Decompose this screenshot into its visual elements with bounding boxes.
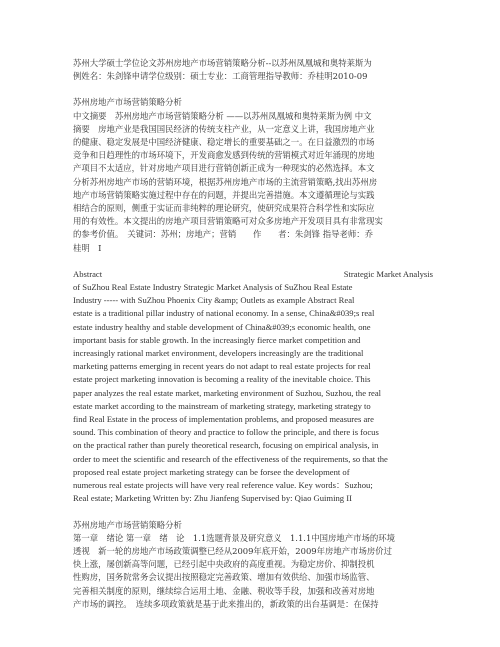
body-line: 第一章 绪论 第一章 绪 论 1.1选题背景及研究意义 1.1.1中国房地产市场的环境: [73, 532, 396, 543]
body-line: 透视 新一轮的房地产市场政策调整已经从2009年底开始，2009年房地产市场房价过: [73, 545, 392, 556]
body-line: marketing patterns emerging in recent years do not adapt to real estate projects for real: [73, 361, 371, 372]
body-line: on the practical rather than purely theoretical research, focusing on empirical analysis, in: [73, 440, 379, 451]
body-line: 相结合的原则，侧重于实证而非纯粹的理论研究，使研究成果符合科学性和实际应: [73, 203, 375, 214]
body-line: 的健康、稳定发展是中国经济健康、稳定增长的重要基础之一。在日益激烈的市场: [73, 137, 375, 148]
body-line: 快上涨，屡创新高等问题，已经引起中央政府的高度重视。为稳定房价、抑制投机: [73, 559, 375, 570]
abstract-label: Abstract: [73, 268, 103, 279]
body-line: 地产市场营销策略实施过程中存在的问题，并提出完善措施。本文遵循理论与实践: [73, 189, 375, 200]
chapter-one: [73, 519, 433, 611]
english-abstract: [73, 268, 433, 506]
abstract-heading: [73, 268, 433, 281]
chinese-abstract: [73, 96, 433, 254]
document-body: [73, 57, 433, 611]
body-line: 产项目不太适应，针对房地产项目进行营销创新正成为一种现实的必然选择。本文: [73, 163, 375, 174]
body-line: 中文摘要 苏州房地产市场营销策略分析 ——以苏州凤凰城和奥特莱斯为例 中文: [73, 110, 372, 121]
body-line: estate industry healthy and stable development of China&#039;s economic health, one: [73, 321, 371, 332]
body-line: 用的有效性。本文提出的房地产项目营销策略可对众多房地产开发项目具有非常现实: [73, 216, 383, 227]
body-line: Industry ----- with SuZhou Phoenix City &amp; Outlets as example Abstract Real: [73, 295, 355, 306]
body-line: 的参考价值。 关键词：苏州；房地产；营销 作 者：朱剑锋 指导老师：乔: [73, 229, 373, 240]
section-title: 苏州房地产市场营销策略分析: [73, 97, 182, 108]
body-line: estate is a traditional pillar industry of national economy. In a sense, China&#039;s real: [73, 308, 375, 319]
section-title: 苏州房地产市场营销策略分析: [73, 519, 182, 530]
body-line: 完善相关制度的原则，继续综合运用土地、金融、税收等手段，加强和改善对房地: [73, 585, 375, 596]
header-line: 苏州大学硕士学位论文苏州房地产市场营销策略分析--以苏州凤凰城和奥特莱斯为: [73, 58, 372, 68]
header-block: [73, 57, 433, 83]
body-line: find Real Estate in the process of implementation problems, and proposed measures are: [73, 414, 374, 425]
body-line: estate project marketing innovation is becoming a reality of the inevitable choice. This: [73, 374, 371, 385]
body-line: 分析苏州房地产市场的营销环境，根据苏州房地产市场的主流营销策略,找出苏州房: [73, 176, 378, 187]
body-line: increasingly rational market environment, developers increasingly are the traditional: [73, 348, 364, 359]
abstract-title-start: Strategic Market Analysis: [343, 268, 433, 279]
header-line: 例姓名：朱剑锋申请学位级别：硕士专业：工商管理指导教师：乔桂明2010-09: [73, 71, 368, 82]
body-line: proposed real estate project marketing strategy can be forsee the development of: [73, 466, 350, 477]
body-line: 产市场的调控。 连续多项政策就是基于此来推出的，新政策的出台基调是：在保持: [73, 598, 379, 609]
body-line: Real estate; Marketing Written by: Zhu Jianfeng Supervised by: Qiao Guiming II: [73, 493, 352, 504]
body-line: estate market according to the mainstream of marketing strategy, marketing strategy to: [73, 400, 371, 411]
body-line: 竞争和日趋理性的市场环境下，开发商愈发感到传统的营销模式对近年涌现的房地: [73, 150, 375, 161]
body-line: numerous real estate projects will have very real reference value. Key words：Suzhou;: [73, 480, 373, 491]
body-line: of SuZhou Real Estate Industry Strategic Market Analysis of SuZhou Real Estate: [73, 282, 353, 293]
body-line: 桂明 I: [73, 242, 102, 253]
body-line: 摘要 房地产业是我国国民经济的传统支柱产业，从一定意义上讲，我国房地产业: [73, 123, 375, 134]
body-line: paper analyzes the real estate market, marketing environment of Suzhou, Suzhou, the real: [73, 387, 382, 398]
body-line: important basis for stable growth. In the increasingly fierce market competition and: [73, 334, 361, 345]
body-line: sound. This combination of theory and practice to follow the principle, and there is focus: [73, 427, 379, 438]
body-line: 性购房，国务院常务会议提出按照稳定完善政策、增加有效供给、加强市场监管、: [73, 572, 375, 583]
body-line: order to meet the scientific and research of the effectiveness of the requirements, so that the: [73, 453, 388, 464]
